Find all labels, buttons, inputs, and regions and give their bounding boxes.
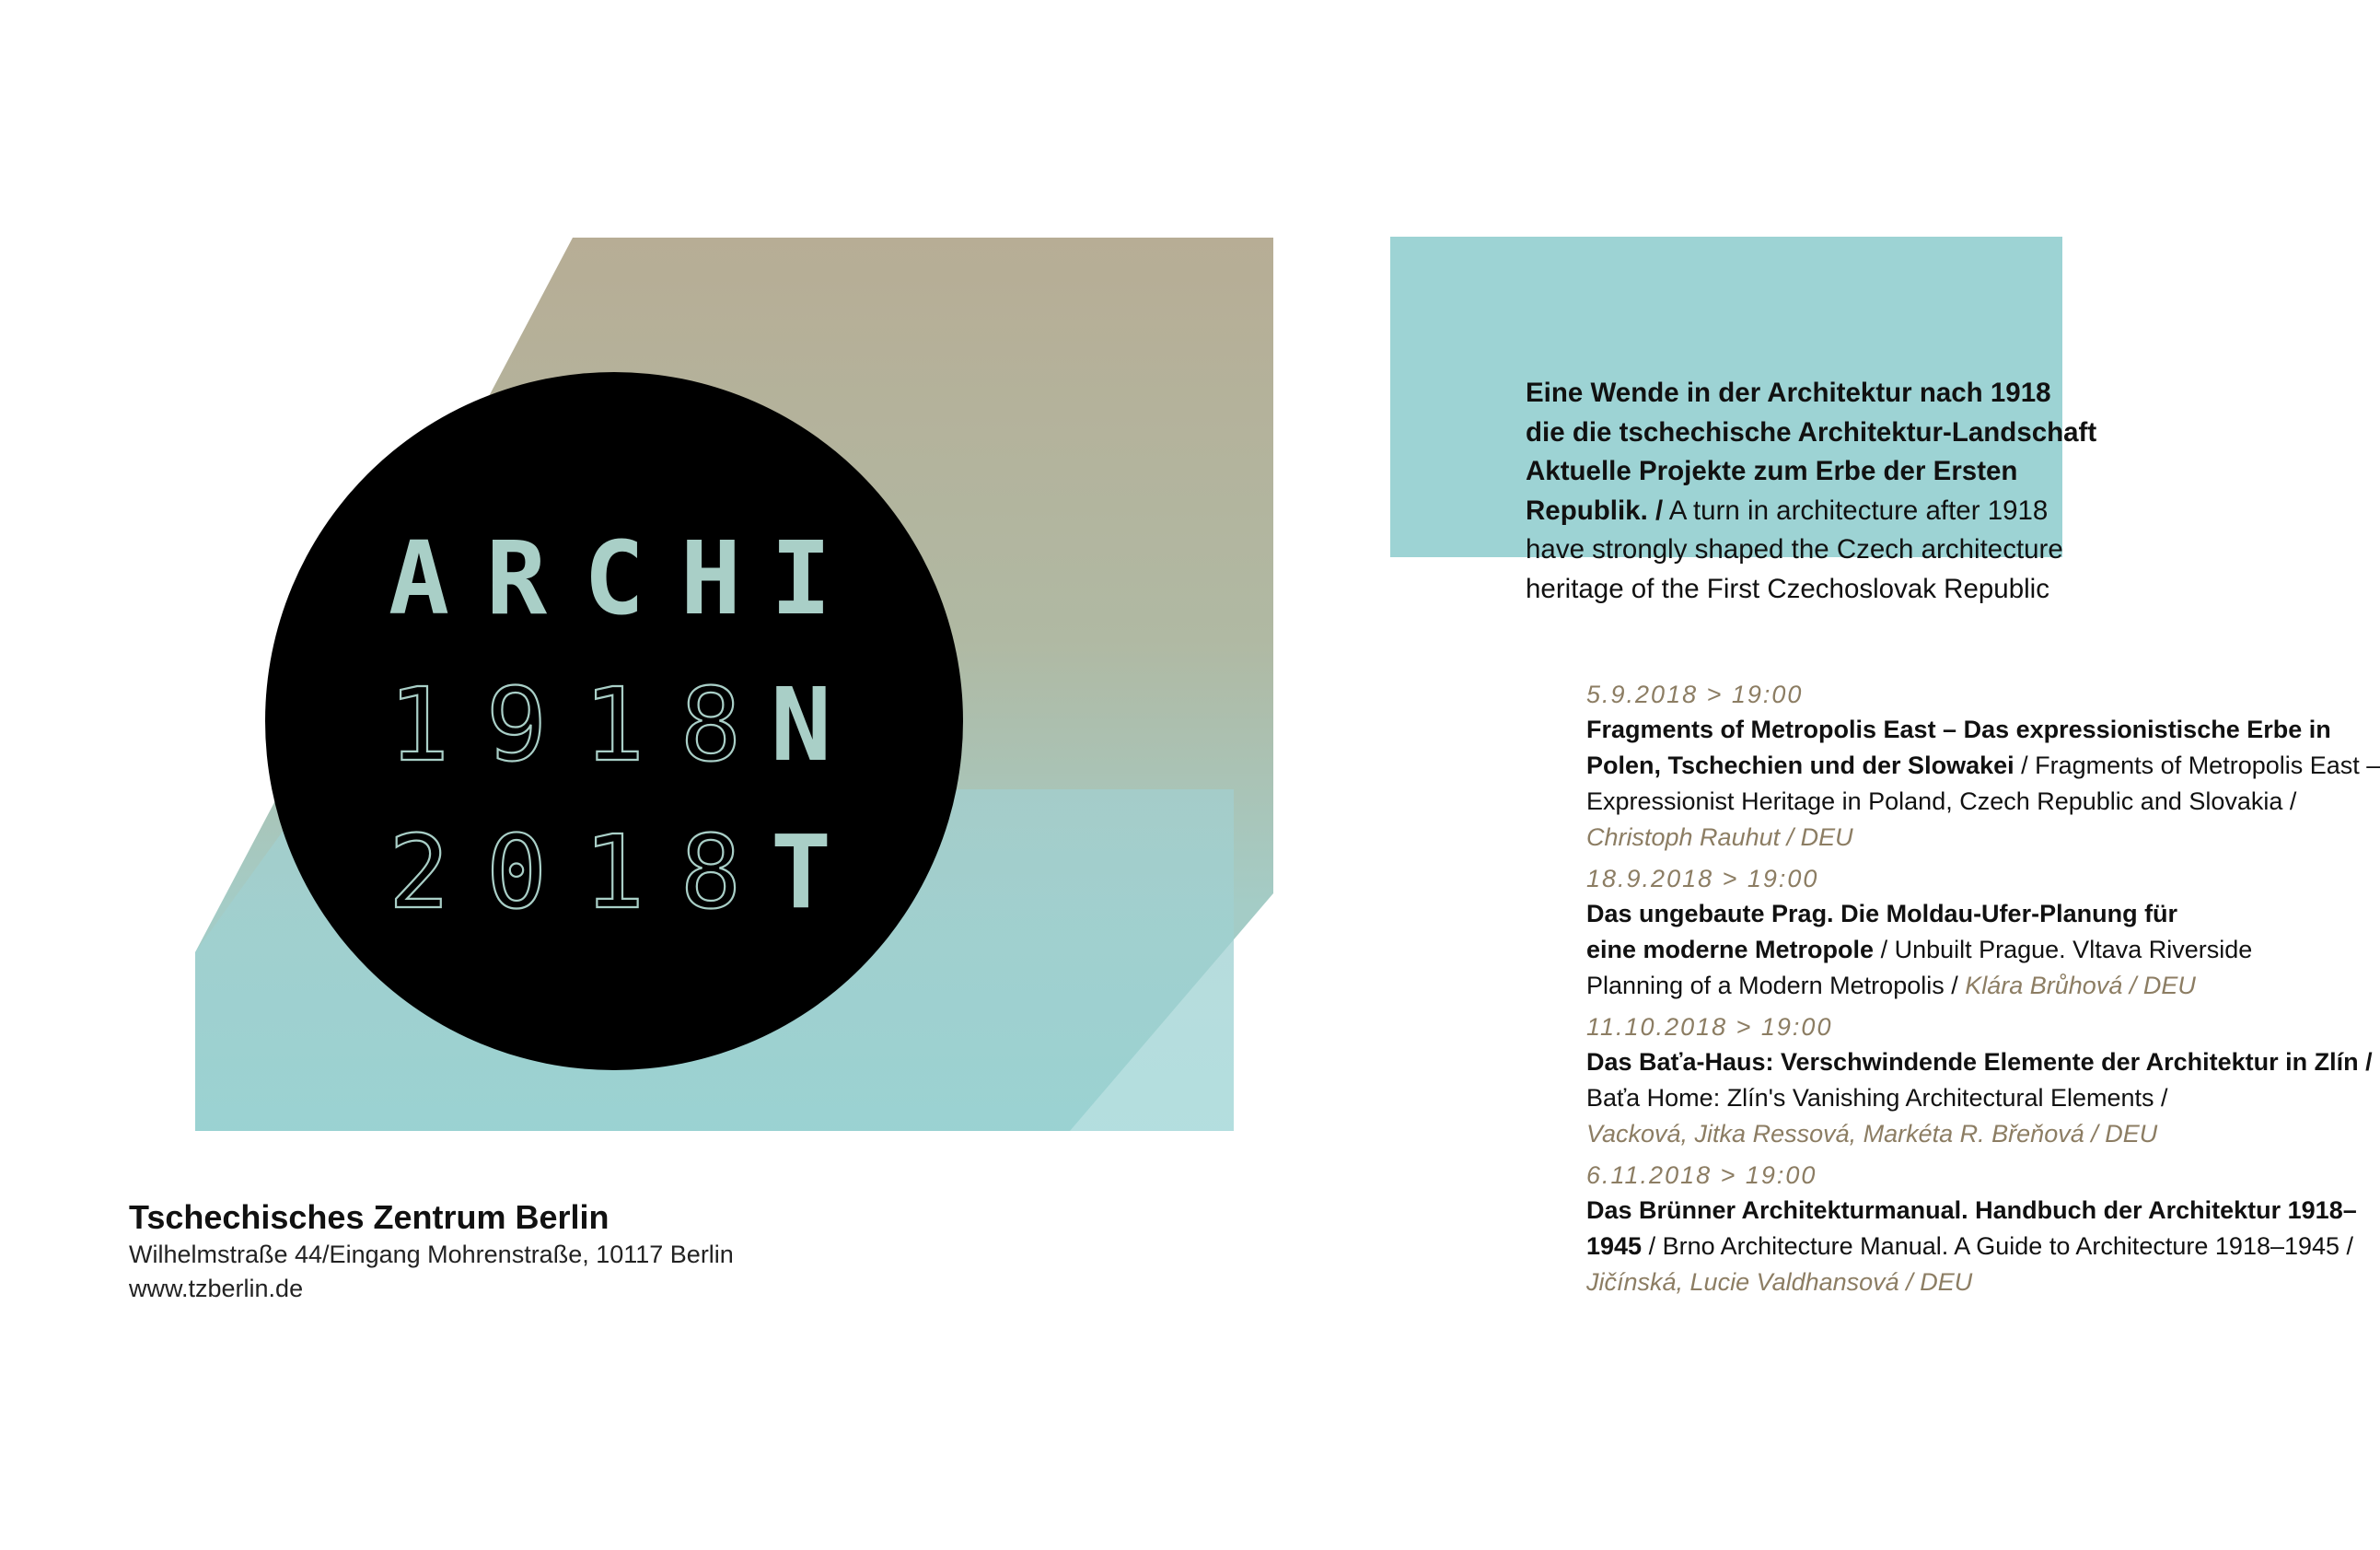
- intro-line: Eine Wende in der Architektur nach 1918: [1526, 378, 2051, 408]
- logo-digit: 9: [485, 666, 548, 784]
- event-subtitle: / Fragments of Metropolis East –: [2014, 752, 2380, 779]
- intro-line-bold: Republik. /: [1526, 495, 1664, 526]
- event-date: 5.9.2018 > 19:00: [1586, 681, 1804, 708]
- logo-digit: 0: [485, 813, 548, 931]
- archint-logo-graphic: [184, 230, 1289, 1133]
- intro-text: [1526, 374, 2225, 609]
- logo-digit: 2: [388, 813, 450, 931]
- logo-digit: 1: [583, 813, 645, 931]
- logo-digit: 8: [679, 813, 742, 931]
- logo-letter: A: [388, 519, 450, 637]
- event-subtitle: Expressionist Heritage in Poland, Czech Republic and Slovakia /: [1586, 787, 2297, 815]
- event-item: [1586, 862, 2253, 1004]
- address-block: [129, 1197, 958, 1306]
- logo-letter: R: [485, 519, 548, 637]
- event-speaker: Jičínská, Lucie Valdhansová / DEU: [1586, 1268, 1973, 1296]
- event-title: Das Brünner Architekturmanual. Handbuch der Architektur 1918–: [1586, 1196, 2357, 1224]
- logo-letter: H: [679, 519, 742, 637]
- event-date: 6.11.2018 > 19:00: [1586, 1161, 1817, 1189]
- intro-line: heritage of the First Czechoslovak Republic: [1526, 573, 2049, 604]
- street-address: Wilhelmstraße 44/Eingang Mohrenstraße, 10117 Berlin: [129, 1241, 734, 1268]
- event-item: [1586, 1010, 2373, 1152]
- event-title: 1945: [1586, 1232, 1643, 1260]
- logo-letter: I: [770, 519, 832, 637]
- logo-digit: 1: [583, 666, 645, 784]
- event-subtitle: / Brno Architecture Manual. A Guide to Architecture 1918–1945 /: [1642, 1232, 2354, 1260]
- event-title: Das ungebaute Prag. Die Moldau-Ufer-Planung für: [1586, 900, 2178, 927]
- event-item: [1586, 1159, 2357, 1300]
- intro-line: have strongly shaped the Czech architecture: [1526, 534, 2063, 565]
- event-title: eine moderne Metropole: [1586, 936, 1875, 963]
- event-title: Das Baťa-Haus: Verschwindende Elemente der Architektur in Zlín /: [1586, 1048, 2373, 1076]
- intro-line: A turn in architecture after 1918: [1663, 495, 2049, 526]
- event-subtitle: / Unbuilt Prague. Vltava Riverside: [1874, 936, 2253, 963]
- event-title: Fragments of Metropolis East – Das expressionistische Erbe in: [1586, 716, 2331, 743]
- intro-line: die die tschechische Architektur-Landschaft: [1526, 416, 2097, 448]
- logo-svg: [184, 230, 1289, 1133]
- logo-digit: 8: [679, 666, 742, 784]
- logo-letter: N: [770, 666, 832, 784]
- event-speaker: Klára Brůhová / DEU: [1965, 972, 2196, 999]
- event-list: [1586, 678, 2380, 1307]
- center-name: Tschechisches Zentrum Berlin: [129, 1198, 610, 1236]
- event-subtitle: Planning of a Modern Metropolis /: [1586, 972, 1966, 999]
- logo-digit: 1: [388, 666, 450, 784]
- event-speaker: Christoph Rauhut / DEU: [1586, 823, 1853, 851]
- event-title: Polen, Tschechien und der Slowakei: [1586, 752, 2014, 779]
- website-link[interactable]: www.tzberlin.de: [129, 1275, 304, 1302]
- intro-line: Aktuelle Projekte zum Erbe der Ersten: [1526, 456, 2018, 486]
- event-date: 11.10.2018 > 19:00: [1586, 1013, 1833, 1041]
- logo-letter: T: [770, 813, 832, 931]
- logo-letter: C: [583, 519, 645, 637]
- event-item: [1586, 678, 2380, 856]
- event-subtitle: Baťa Home: Zlín's Vanishing Architectural Elements /: [1586, 1084, 2168, 1112]
- event-date: 18.9.2018 > 19:00: [1586, 865, 1819, 892]
- event-speaker: Vacková, Jitka Ressová, Markéta R. Břeňová / DEU: [1586, 1120, 2158, 1148]
